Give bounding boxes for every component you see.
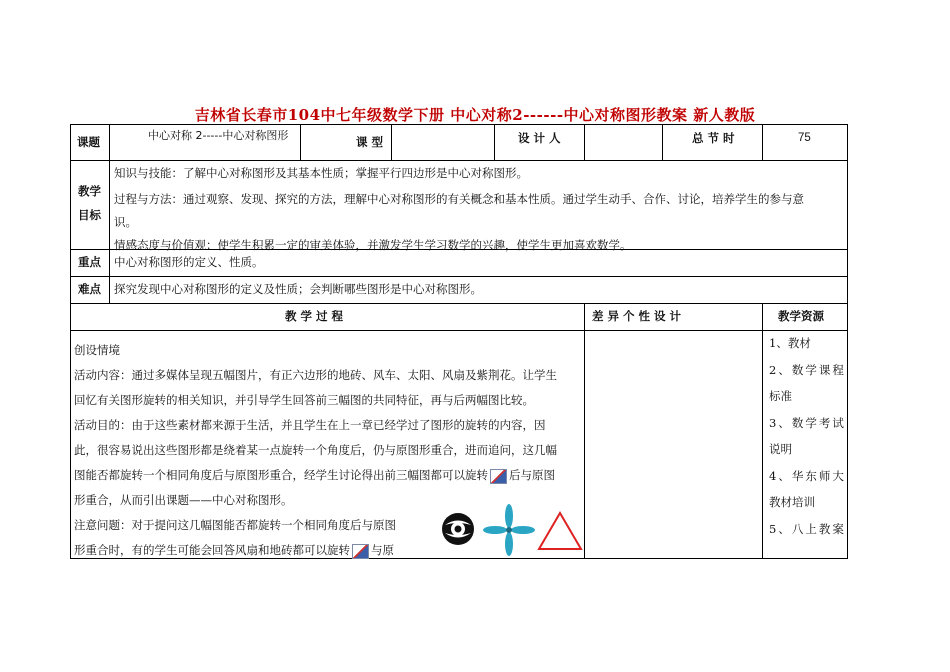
resource-item: 教材培训 — [769, 495, 815, 509]
table-row-divider — [70, 330, 848, 331]
table-col-divider — [584, 303, 585, 558]
process-line: 形重合，从而引出课题——中心对称图形。 — [74, 493, 293, 507]
process-line: 活动内容：通过多媒体呈现五幅图片，有正六边形的地砖、风车、太阳、风扇及紫荆花。让学生 — [74, 368, 557, 382]
table-col-divider — [391, 124, 392, 160]
table-border-right — [847, 124, 848, 558]
embedded-image-icon — [490, 469, 507, 484]
table-col-divider — [762, 303, 763, 558]
goals-process: 识。 — [114, 215, 137, 229]
process-line: 回忆有关图形旋转的相关知识，并引导学生回答前三幅图的共同特征，再与后两幅图比较。 — [74, 393, 534, 407]
table-col-divider — [494, 124, 495, 160]
resource-item: 标准 — [769, 389, 792, 403]
resource-item: 4、华东师大 — [769, 468, 846, 483]
resource-item: 5、八上教案 — [769, 521, 846, 536]
goals-process: 过程与方法：通过观察、发现、探究的方法，理解中心对称图形的有关概念和基本性质。通过学生动手、合作、讨论，培养学生的参与意 — [114, 192, 804, 206]
process-heading: 创设情境 — [74, 343, 120, 357]
table-row-divider — [70, 303, 848, 304]
resources-list — [769, 330, 847, 542]
process-text: 形重合时，有的学生可能会回答风扇和地砖都可以旋转 — [74, 543, 350, 557]
document-title: 吉林省长春市104中七年级数学下册 中心对称2------中心对称图形教案 新人教版 — [194, 106, 756, 124]
process-text: 图能否都旋转一个相同角度后与原图形重合，经学生讨论得出前三幅图都可以旋转 — [74, 468, 488, 482]
process-text: 与原 — [371, 543, 394, 557]
key-point-text: 中心对称图形的定义、性质。 — [114, 255, 264, 269]
table-col-divider — [662, 124, 663, 160]
process-text: 后与原图 — [509, 468, 555, 482]
difficulty-text: 探究发现中心对称图形的定义及性质；会判断哪些图形是中心对称图形。 — [114, 282, 482, 296]
goals-label: 教学 — [78, 184, 101, 198]
process-line: 注意问题：对于提问这几幅图能否都旋转一个相同角度后与原图 — [74, 518, 396, 532]
table-col-divider — [584, 124, 585, 160]
table-col-divider — [109, 124, 110, 303]
key-point-label: 重点 — [78, 255, 101, 269]
topic-value: 中心对称 2-----中心对称图形 — [148, 129, 289, 142]
triangle-figure-icon — [536, 510, 584, 552]
table-border-left — [70, 124, 71, 558]
resource-item: 说明 — [769, 442, 792, 456]
resource-item: 3、数学考试 — [769, 415, 846, 430]
table-row-divider — [70, 160, 848, 161]
table-col-divider — [762, 124, 763, 160]
type-label: 课 型 — [356, 135, 384, 149]
resource-item: 1、教材 — [769, 336, 811, 350]
process-line: 活动目的：由于这些素材都来源于生活，并且学生在上一章已经学过了图形的旋转的内容，因 — [74, 418, 546, 432]
difficulty-label: 难点 — [78, 282, 101, 296]
table-col-divider — [300, 124, 301, 160]
process-line — [74, 463, 582, 488]
periods-value: 75 — [798, 132, 811, 144]
periods-label: 总 节 时 — [692, 131, 735, 145]
table-row-divider — [70, 276, 848, 277]
embedded-image-icon — [352, 544, 369, 559]
propeller-figure-icon — [481, 502, 537, 558]
designer-label: 设 计 人 — [518, 131, 561, 145]
goals-attitude: 情感态度与价值观：使学生积累一定的审美体验，并激发学生学习数学的兴趣，使学生更加喜欢数学。 — [114, 238, 632, 252]
process-column-header: 教 学 过 程 — [285, 309, 344, 323]
resources-column-header: 教学资源 — [778, 309, 824, 323]
table-border-top — [70, 124, 848, 125]
yin-yang-figure-icon — [441, 512, 475, 546]
differentiated-column-header: 差 异 个 性 设 计 — [592, 309, 682, 323]
process-line: 此，很容易说出这些图形都是绕着某一点旋转一个角度后，仍与原图形重合，进而追问，这几幅 — [74, 443, 557, 457]
goals-knowledge: 知识与技能：了解中心对称图形及其基本性质；掌握平行四边形是中心对称图形。 — [114, 166, 528, 180]
resource-item: 2、数学课程 — [769, 362, 846, 377]
topic-label: 课题 — [77, 135, 100, 149]
goals-label: 目标 — [78, 208, 101, 222]
